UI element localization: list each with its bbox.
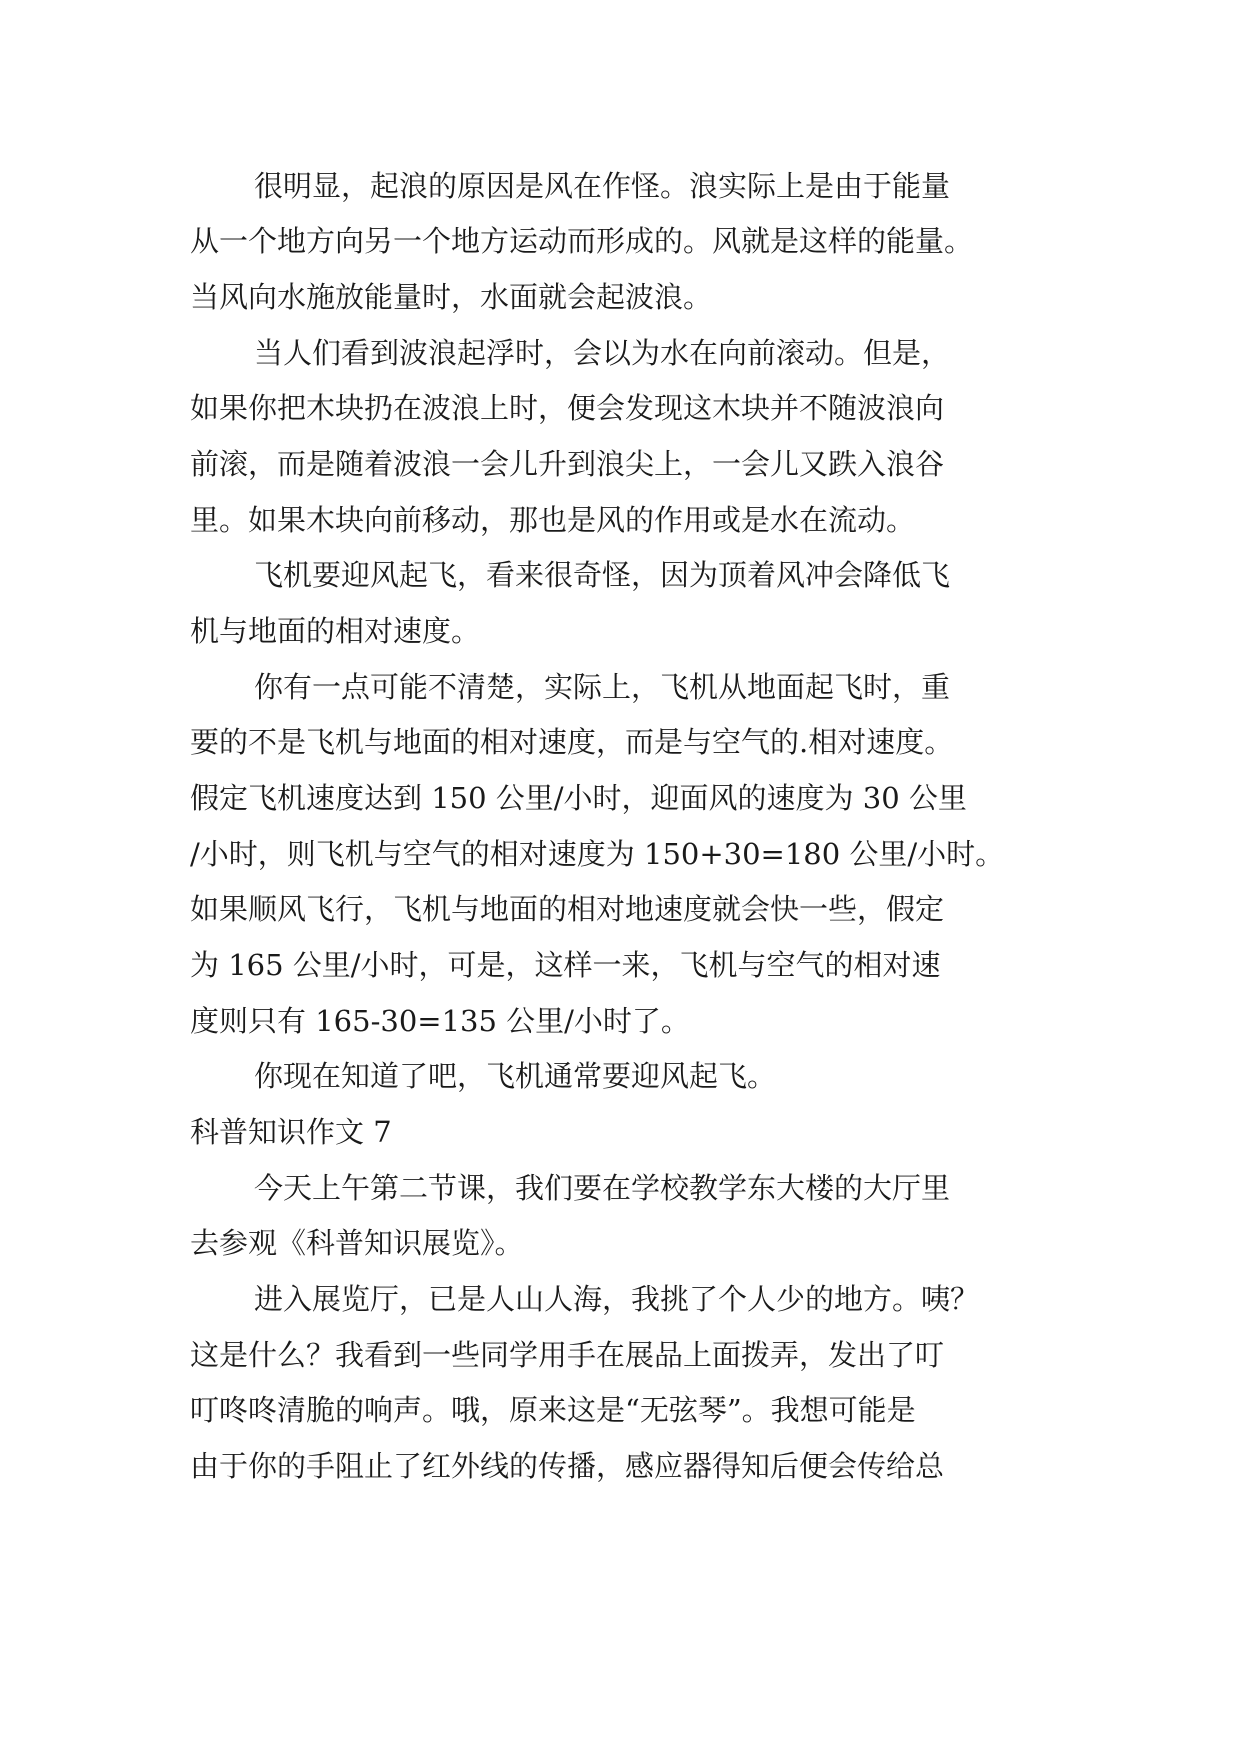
- paragraph-5-line-1: 你现在知道了吧，飞机通常要迎风起飞。: [254, 1059, 777, 1093]
- paragraph-2-line-2: 如果你把木块扔在波浪上时，便会发现这木块并不随波浪向: [190, 391, 945, 425]
- paragraph-1-line-3: 当风向水施放能量时，水面就会起波浪。: [190, 280, 713, 314]
- paragraph-4-line-5: 如果顺风飞行，飞机与地面的相对地速度就会快一些，假定: [190, 892, 945, 926]
- paragraph-2-line-4: 里。如果木块向前移动，那也是风的作用或是水在流动。: [190, 503, 916, 537]
- paragraph-4-line-6: 为 165 公里/小时，可是，这样一来，飞机与空气的相对速: [190, 948, 941, 982]
- paragraph-2-line-1: 当人们看到波浪起浮时，会以为水在向前滚动。但是，: [254, 336, 951, 370]
- paragraph-4-line-2: 要的不是飞机与地面的相对速度，而是与空气的.相对速度。: [190, 725, 954, 759]
- paragraph-1-line-2: 从一个地方向另一个地方运动而形成的。风就是这样的能量。: [190, 224, 974, 258]
- paragraph-3-line-2: 机与地面的相对速度。: [190, 614, 481, 648]
- paragraph-7-line-1: 进入展览厅，已是人山人海，我挑了个人少的地方。咦？: [254, 1282, 980, 1316]
- paragraph-2-line-3: 前滚，而是随着波浪一会儿升到浪尖上，一会儿又跌入浪谷: [190, 447, 945, 481]
- section-heading: 科普知识作文 7: [190, 1115, 392, 1149]
- paragraph-4-line-3: 假定飞机速度达到 150 公里/小时，迎面风的速度为 30 公里: [190, 781, 967, 815]
- paragraph-7-line-4: 由于你的手阻止了红外线的传播，感应器得知后便会传给总: [190, 1449, 945, 1483]
- paragraph-6-line-1: 今天上午第二节课，我们要在学校教学东大楼的大厅里: [254, 1171, 951, 1205]
- paragraph-3-line-1: 飞机要迎风起飞，看来很奇怪，因为顶着风冲会降低飞: [254, 558, 951, 592]
- paragraph-1-line-1: 很明显，起浪的原因是风在作怪。浪实际上是由于能量: [254, 169, 951, 203]
- paragraph-7-line-2: 这是什么？我看到一些同学用手在展品上面拨弄，发出了叮: [190, 1338, 945, 1372]
- paragraph-6-line-2: 去参观《科普知识展览》。: [190, 1226, 524, 1260]
- paragraph-4-line-7: 度则只有 165-30=135 公里/小时了。: [190, 1004, 690, 1038]
- paragraph-4-line-1: 你有一点可能不清楚，实际上，飞机从地面起飞时，重: [254, 670, 951, 704]
- paragraph-4-line-4: /小时，则飞机与空气的相对速度为 150+30=180 公里/小时。: [190, 837, 1005, 871]
- paragraph-7-line-3: 叮咚咚清脆的响声。哦，原来这是“无弦琴”。我想可能是: [190, 1393, 916, 1427]
